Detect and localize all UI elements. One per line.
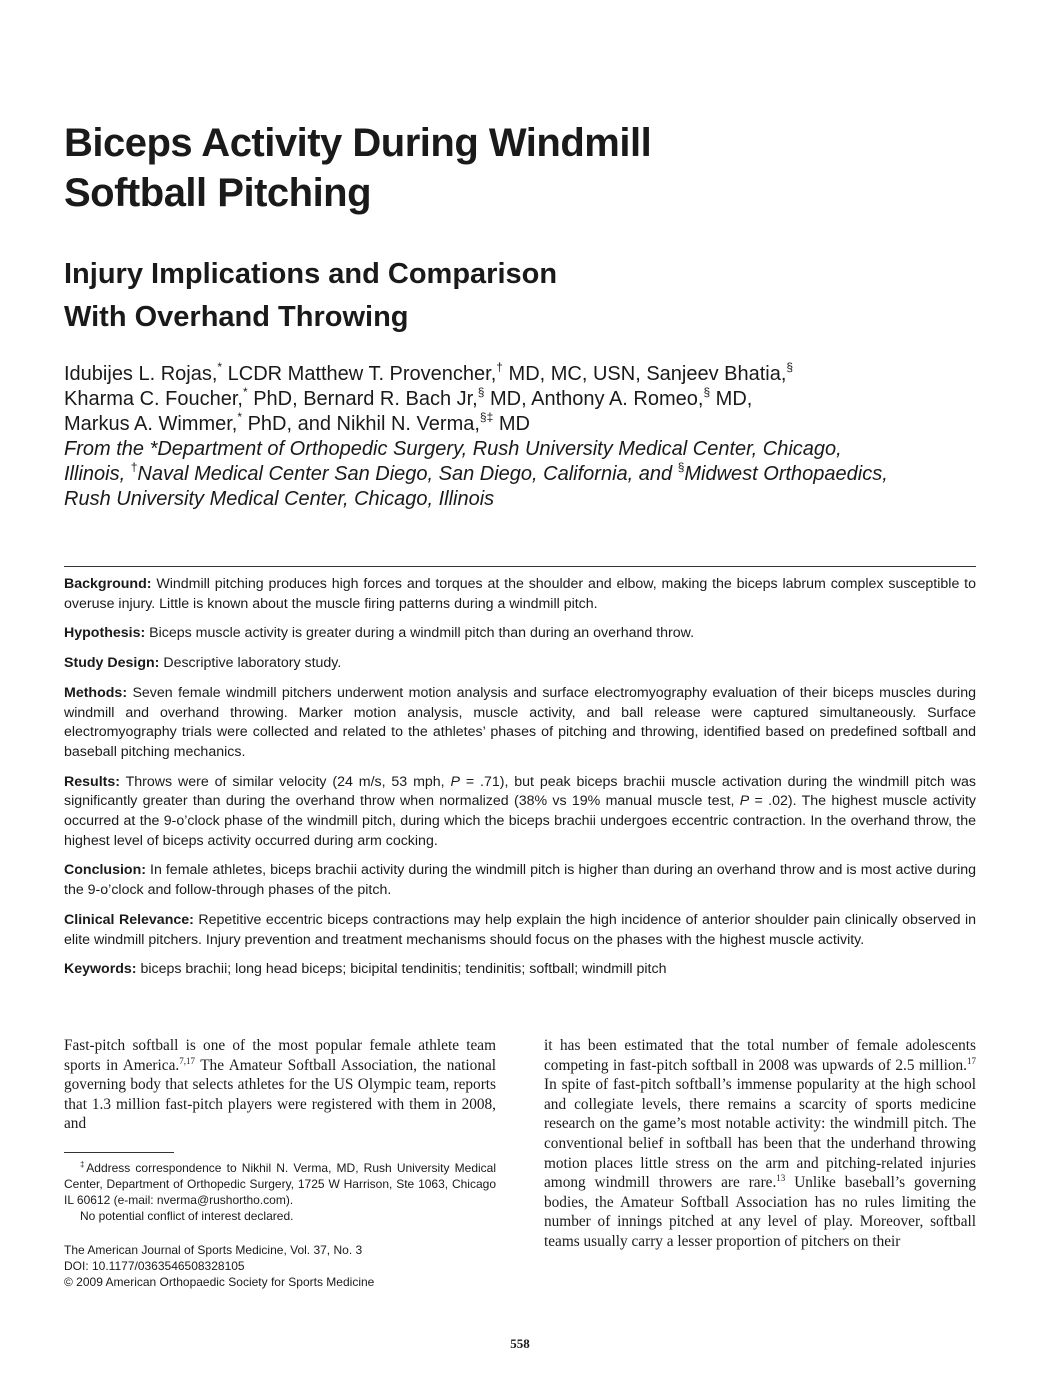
affiliation-mark: §‡ (479, 410, 494, 424)
footnote-divider (64, 1152, 174, 1153)
affiliation-mark: * (242, 385, 248, 399)
author-name: PhD, and Nikhil N. Verma, (242, 413, 480, 435)
section-text: = .71), but peak biceps brachii muscle activation during the windmill pitch was significantly greater than during the overhand throw when normalized (38% vs 19% manual muscle test, (64, 773, 976, 810)
author-name: MD (493, 413, 530, 435)
section-label: Hypothesis: (64, 625, 146, 642)
p-value-symbol: P (450, 773, 460, 790)
correspondence-footnote (64, 1160, 496, 1224)
section-label: Study Design: (64, 655, 160, 672)
body-text: The Amateur Softball Association, the national governing body that selects athletes for the US Olympic team, reports that 1.3 million fast-pitch players were registered with them in 2008, and (64, 1056, 497, 1133)
body-text: In spite of fast-pitch softball’s immense popularity at the high school and collegiate levels, there remains a scarcity of sports medicine research on the game’s most notable activity: the windmill pitch. The conventional belief in softball has been that the underhand throwing motion places little stress on the arm and pitching-related injuries among windmill throwers are rare. (544, 1076, 976, 1192)
citation-ref: 17 (967, 1055, 976, 1066)
section-label: Results: (64, 773, 120, 790)
author-name: Idubijes L. Rojas, (64, 363, 218, 385)
affiliation-text: Naval Medical Center San Diego, San Diego, California, and (137, 463, 678, 485)
abstract-keywords (64, 960, 976, 980)
section-text: Windmill pitching produces high forces and torques at the shoulder and elbow, making the biceps labrum complex susceptible to overuse injury. Little is known about the muscle firing patterns during a windmill pitch. (64, 576, 976, 612)
journal-citation: The American Journal of Sports Medicine, Vol. 37, No. 3 (64, 1243, 363, 1257)
abstract-methods (64, 684, 976, 763)
body-text: Unlike baseball’s governing bodies, the Amateur Softball Association has no rules limiting the number of innings pitched at any level of play. Moreover, softball teams usually carry a lesser proportion of pitchers on their (544, 1174, 976, 1250)
section-label: Clinical Relevance: (64, 911, 194, 928)
author-block (64, 362, 984, 512)
section-label: Methods: (64, 684, 128, 701)
footnote-address (64, 1160, 496, 1208)
journal-info (64, 1242, 496, 1290)
article-subtitle (64, 253, 964, 339)
affiliation-mark: § (703, 385, 711, 399)
affiliation-mark: † (130, 460, 138, 474)
section-text: In female athletes, biceps brachii activity during the windmill pitch is higher than during an overhand throw and is most active during the 9-o’clock and follow-through phases of the pitch. (64, 862, 976, 899)
citation-ref: 7,17 (179, 1055, 195, 1066)
footnote-text: Address correspondence to Nikhil N. Verma, MD, Rush University Medical Center, Department of Orthopedic Surgery, 1725 W Harrison, Ste 1063, Chicago IL 60612 (e-mail: nverma@rushortho.com). (64, 1161, 497, 1207)
section-text: biceps brachii; long head biceps; bicipital tendinitis; tendinitis; softball; windmill pitch (136, 961, 667, 978)
affiliation-mark: § (786, 360, 794, 374)
title-line-1: Biceps Activity During Windmill (64, 121, 652, 165)
author-name: MD, (710, 388, 753, 410)
section-text: Repetitive eccentric biceps contractions may help explain the high incidence of anterior shoulder pain clinically observed in elite windmill pitchers. Injury prevention and treatment mechanisms should focus on the phases with the highest muscle activity. (64, 911, 977, 948)
subtitle-line-1: Injury Implications and Comparison (64, 258, 558, 290)
journal-doi: DOI: 10.1177/0363546508328105 (64, 1259, 245, 1273)
author-name: MD, MC, USN, Sanjeev Bhatia, (502, 363, 787, 385)
body-paragraph (64, 1036, 496, 1134)
author-name: Kharma C. Foucher, (64, 388, 243, 410)
section-text: Seven female windmill pitchers underwent motion analysis and surface electromyography evaluation of their biceps muscles during windmill and overhand throwing. Marker motion analysis, muscle activity, and ball release were captured simultaneously. Surface electromyography trials were collected and related to the athletes’ phases of pitching and throwing, identified based on predefined softball and baseball pitching mechanics. (64, 684, 976, 760)
affiliation-mark: * (217, 360, 223, 374)
footnote-conflict: No potential conflict of interest declared. (80, 1209, 294, 1223)
section-text: Biceps muscle activity is greater during a windmill pitch than during an overhand throw. (145, 625, 695, 642)
abstract-clinical-relevance (64, 911, 976, 950)
affiliation-mark: † (496, 360, 503, 374)
body-text: it has been estimated that the total number of female adolescents competing in fast-pitch softball in 2008 was upwards of 2.5 million. (544, 1037, 976, 1074)
subtitle-line-2: With Overhand Throwing (64, 301, 409, 333)
affiliation-mark: § (477, 385, 485, 399)
article-title (64, 118, 964, 218)
journal-copyright: © 2009 American Orthopaedic Society for Sports Medicine (64, 1275, 375, 1289)
abstract-results (64, 773, 976, 852)
citation-ref: 13 (776, 1173, 786, 1184)
section-label: Background: (64, 576, 152, 592)
affiliation (64, 437, 984, 512)
affiliation-text: Rush University Medical Center, Chicago, Illinois (64, 488, 495, 510)
abstract-divider (64, 566, 976, 567)
abstract-study-design (64, 654, 976, 674)
footnote-mark: ‡ (80, 1160, 87, 1169)
author-name: PhD, Bernard R. Bach Jr, (247, 388, 478, 410)
affiliation-text: Midwest Orthopaedics, (684, 463, 888, 485)
abstract-hypothesis (64, 624, 976, 644)
affiliation-mark: § (677, 460, 685, 474)
section-text: Descriptive laboratory study. (159, 655, 342, 672)
author-list (64, 362, 984, 437)
title-line-2: Softball Pitching (64, 171, 372, 215)
page-number: 558 (510, 1336, 530, 1351)
author-name: LCDR Matthew T. Provencher, (222, 363, 497, 385)
body-column-right (544, 1036, 976, 1252)
section-text: = .02). The highest muscle activity occurred at the 9-o’clock phase of the windmill pitch, during which the biceps brachii undergoes eccentric contraction. In the overhand throw, the highest level of biceps activity occurred during arm cocking. (64, 793, 976, 849)
section-text: Throws were of similar velocity (24 m/s, 53 mph, (119, 773, 451, 790)
author-name: Markus A. Wimmer, (64, 413, 238, 435)
affiliation-text: Illinois, (64, 463, 131, 485)
section-label: Conclusion: (64, 862, 146, 879)
section-label: Keywords: (64, 961, 137, 978)
body-paragraph (544, 1036, 976, 1252)
body-column-left (64, 1036, 496, 1134)
affiliation-text: From the *Department of Orthopedic Surgery, Rush University Medical Center, Chicago, (64, 438, 842, 460)
p-value-symbol: P (739, 793, 750, 810)
abstract (64, 575, 976, 990)
abstract-conclusion (64, 861, 976, 900)
abstract-background (64, 575, 976, 614)
affiliation-mark: * (237, 410, 243, 424)
author-name: MD, Anthony A. Romeo, (484, 388, 704, 410)
body-text: Fast-pitch softball is one of the most popular female athlete team sports in America. (64, 1037, 496, 1074)
